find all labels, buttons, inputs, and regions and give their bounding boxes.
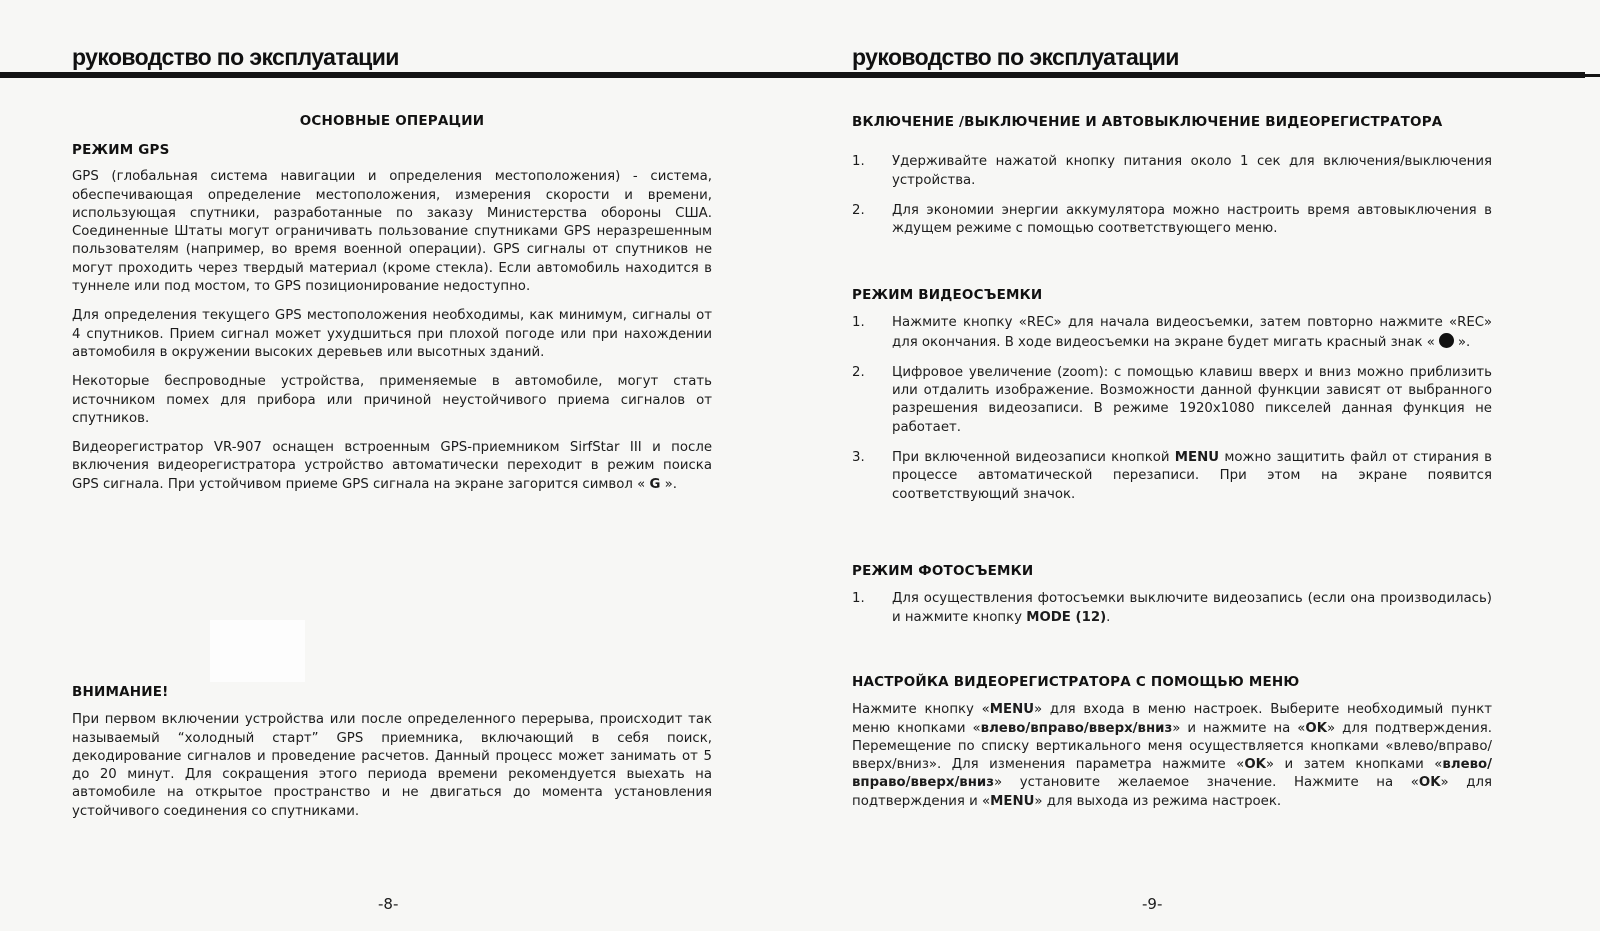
list-item: 2. Цифровое увеличение (zoom): с помощью клавиш вверх и вниз можно приблизить или отдалить изображение. Возможности данной функции зависят от выбранного разрешения видеозаписи. В режиме 1920х1080 пикселей данная функция не работает. bbox=[852, 364, 1492, 435]
gps-title: РЕЖИМ GPS bbox=[72, 142, 170, 158]
menu-section bbox=[852, 673, 1492, 811]
list-item: 3. При включенной видеозаписи кнопкой MENU можно защитить файл от стирания в процессе автоматической перезаписи. При этом на экране появится соответствующий значок. bbox=[852, 450, 1492, 502]
video-title: РЕЖИМ ВИДЕОСЪЕМКИ bbox=[852, 287, 1043, 303]
warning-title: ВНИМАНИЕ! bbox=[72, 684, 169, 700]
header-rule-tip bbox=[1578, 74, 1600, 77]
warning-section bbox=[72, 683, 712, 821]
header-rule bbox=[0, 72, 790, 78]
list-item: 1. Для осуществления фотосъемки выключите видеозапись (если она производилась) и нажмите кнопку MODE (12). bbox=[852, 591, 1492, 625]
gps-paragraph-3: Некоторые беспроводные устройства, применяемые в автомобиле, могут стать источником помех для прибора или причиной неустойчивого приема сигналов от спутников. bbox=[72, 374, 712, 426]
gps-paragraph-1: GPS (глобальная система навигации и определения местоположения) - система, обеспечивающая определение местоположения, измерения скорости и времени, использующая спутники, разработанные по заказу Министерства обороны США. Соединенные Штаты могут ограничивать пользование спутниками GPS неразрешенным пользователям (например, во время военной операции). GPS сигналы от спутников не могут проходить через твердый материал (кроме стекла). Если автомобиль находится в туннеле или под мостом, то GPS позиционирование недоступно. bbox=[72, 169, 712, 295]
page-header-title: руководство по эксплуатации bbox=[72, 44, 399, 70]
record-dot-icon bbox=[1439, 333, 1454, 348]
menu-title: НАСТРОЙКА ВИДЕОРЕГИСТРАТОРА С ПОМОЩЬЮ МЕНЮ bbox=[852, 674, 1300, 690]
photo-list bbox=[852, 590, 1492, 627]
gps-paragraph-4-text: Видеорегистратор VR-907 оснащен встроенным GPS-приемником SirfStar III и после включения видеорегистратора устройство автоматически переходит в режим поиска GPS сигнала. При устойчивом приеме GPS сигнала на экране загорится символ « bbox=[72, 440, 712, 492]
gps-section bbox=[72, 141, 712, 494]
page-left bbox=[0, 0, 790, 931]
power-title: ВКЛЮЧЕНИЕ /ВЫКЛЮЧЕНИЕ И АВТОВЫКЛЮЧЕНИЕ ВИДЕОРЕГИСТРАТОРА bbox=[852, 114, 1443, 130]
gps-paragraph-4 bbox=[72, 439, 712, 494]
blank-patch bbox=[210, 620, 305, 682]
gps-paragraph-2: Для определения текущего GPS местоположения необходимы, как минимум, сигналы от 4 спутников. Прием сигнал может ухудшиться при плохой погоде или при нахождении автомобиля в окружении высоких деревьев или высотных зданий. bbox=[72, 308, 712, 360]
warning-text: При первом включении устройства или после определенного перерыва, происходит так называемый “холодный старт” GPS приемника, включающий в себя поиск, декодирование сигналов и проведение расчетов. Данный процесс может занимать от 5 до 20 минут. Для сокращения этого периода времени рекомендуется выехать на автомобиле на открытое пространство и не двигаться до момента установления устойчивого соединения со спутниками. bbox=[72, 712, 712, 819]
page-right bbox=[790, 0, 1600, 931]
header-rule bbox=[790, 72, 1585, 78]
page-number: -9- bbox=[1142, 895, 1163, 913]
gps-paragraph-4-end: ». bbox=[664, 476, 678, 492]
section-basic-ops bbox=[72, 112, 712, 130]
power-list bbox=[852, 153, 1492, 238]
list-item: 1. Удерживайте нажатой кнопку питания около 1 сек для включения/выключения устройства. bbox=[852, 154, 1492, 188]
video-section bbox=[852, 286, 1492, 504]
page-number: -8- bbox=[378, 895, 399, 913]
video-list bbox=[852, 314, 1492, 504]
power-section bbox=[852, 113, 1492, 238]
list-item: 2. Для экономии энергии аккумулятора можно настроить время автовыключения в ждущем режиме с помощью соответствующего меню. bbox=[852, 202, 1492, 237]
page-header-title: руководство по эксплуатации bbox=[852, 44, 1179, 70]
photo-title: РЕЖИМ ФОТОСЪЕМКИ bbox=[852, 563, 1034, 579]
section-title: ОСНОВНЫЕ ОПЕРАЦИИ bbox=[299, 113, 485, 129]
list-item: 1. Нажмите кнопку «REC» для начала видеосъемки, затем повторно нажмите «REC» для окончания. В ходе видеосъемки на экране будет мигать красный знак « ». bbox=[852, 315, 1492, 350]
gps-symbol: G bbox=[649, 476, 661, 492]
menu-text: Нажмите кнопку «MENU» для входа в меню настроек. Выберите необходимый пункт меню кнопками «влево/вправо/вверх/вниз» и нажмите на «OK» для подтверждения. Перемещение по списку вертикального меня осуществляется кнопками «влево/вправо/вверх/вниз». Для изменения параметра нажмите «OK» и затем кнопками «влево/вправо/вверх/вниз» установите желаемое значение. Нажмите на «OK» для подтверждения и «MENU» для выхода из режима настроек. bbox=[852, 702, 1492, 809]
photo-section bbox=[852, 562, 1492, 627]
